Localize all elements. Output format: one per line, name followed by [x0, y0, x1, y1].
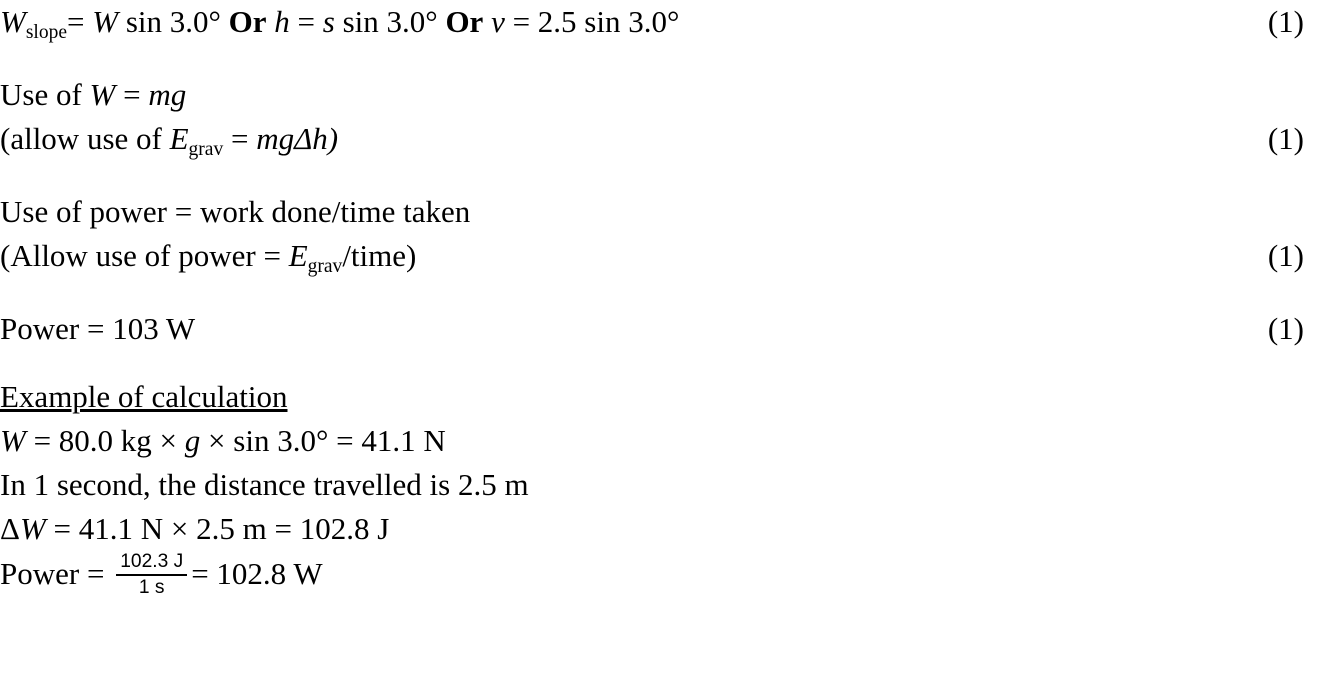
- or-keyword-2: Or: [445, 4, 484, 39]
- symbol-mg: mg: [148, 77, 187, 112]
- use-of-label: Use of: [0, 77, 90, 112]
- mark-allocation-4: (1): [1267, 311, 1304, 346]
- mark-scheme-block-equation: [0, 0, 1328, 49]
- fraction-denominator: 1 s: [138, 576, 165, 598]
- calculation-line-3: [0, 507, 529, 551]
- allow-use-of-label: (allow use of: [0, 121, 170, 156]
- delta-symbol: Δ: [0, 511, 20, 546]
- block-lines: [0, 73, 338, 166]
- subscript-grav-2: grav: [307, 255, 343, 277]
- weight-line-1: [0, 73, 338, 117]
- power-prefix: Power =: [0, 555, 113, 591]
- example-heading: Example of calculation: [0, 379, 288, 414]
- per-time-label: /time): [342, 238, 417, 273]
- answer-line: Power = 103 W: [0, 311, 196, 346]
- weight-line-2: [0, 117, 338, 166]
- equals-h: =: [289, 4, 323, 39]
- calc-text-3: = 41.1 N × 2.5 m = 102.8 J: [45, 511, 390, 546]
- symbol-mg-delta-h: mgΔh): [256, 121, 339, 156]
- mark-allocation-3: (1): [1267, 238, 1304, 273]
- or-keyword-1: Or: [228, 4, 267, 39]
- calc-text-1a: = 80.0 kg ×: [25, 423, 185, 458]
- block-lines: [0, 375, 529, 598]
- symbol-v: v: [491, 4, 505, 39]
- subscript-grav: grav: [188, 138, 224, 160]
- subscript-slope: slope: [25, 21, 68, 43]
- block-lines: [0, 307, 195, 351]
- symbol-w: W: [0, 4, 26, 39]
- power-line-1: Use of power = work done/time taken: [0, 194, 471, 229]
- power-line-2: [0, 234, 470, 283]
- block-spacer-3: [0, 283, 1328, 307]
- allow-power-label: (Allow use of power =: [0, 238, 289, 273]
- mark-scheme-block-power-definition: [0, 190, 1328, 283]
- spacer-2: [483, 4, 491, 39]
- equals-sign-3: =: [223, 121, 257, 156]
- equals-v-term: = 2.5 sin 3.0°: [504, 4, 680, 39]
- calc-text-1b: × sin 3.0° = 41.1 N: [200, 423, 446, 458]
- symbol-w-3: W: [89, 77, 116, 112]
- mark-scheme-block-example: [0, 375, 1328, 598]
- symbol-e-2: E: [288, 238, 308, 273]
- symbol-w-5: W: [19, 511, 46, 546]
- fraction: [116, 551, 187, 598]
- block-lines: [0, 0, 679, 49]
- mark-scheme-block-answer: [0, 307, 1328, 351]
- calculation-line-1: [0, 419, 529, 463]
- sin-term-1: sin 3.0°: [118, 4, 229, 39]
- block-spacer-1: [0, 49, 1328, 73]
- mark-allocation-2: (1): [1267, 121, 1304, 156]
- equals-sign-2: =: [115, 77, 149, 112]
- mark-scheme-block-weight: [0, 73, 1328, 166]
- symbol-s: s: [322, 4, 335, 39]
- equals-sign: =: [67, 4, 93, 39]
- symbol-h: h: [274, 4, 290, 39]
- equation-line: [0, 0, 679, 49]
- symbol-w-2: W: [92, 4, 119, 39]
- symbol-e: E: [169, 121, 189, 156]
- fraction-numerator: 102.3 J: [116, 551, 187, 576]
- block-spacer-2: [0, 166, 1328, 190]
- block-lines: [0, 190, 470, 283]
- mark-allocation-1: (1): [1267, 4, 1304, 39]
- calculation-line-2: In 1 second, the distance travelled is 2.5 m: [0, 467, 529, 502]
- symbol-w-4: W: [0, 423, 26, 458]
- calculation-line-4: [0, 551, 529, 598]
- block-spacer-4: [0, 351, 1328, 375]
- symbol-g: g: [184, 423, 201, 458]
- sin-term-2: sin 3.0°: [334, 4, 446, 39]
- power-suffix: = 102.8 W: [191, 555, 323, 591]
